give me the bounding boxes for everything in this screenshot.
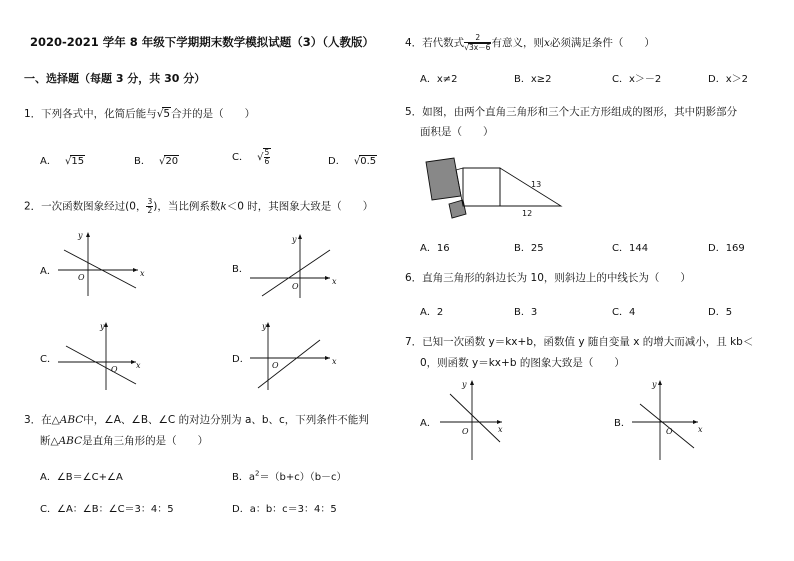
q3-text-c: A、∠B、∠C 的对边分别为 a、b、c，下列条件不能判 (113, 414, 369, 426)
q4-option-b: B．x≥2 (514, 74, 552, 85)
q1-frac-den: 6 (264, 157, 270, 166)
q3-line2-a: 断△ (40, 435, 59, 447)
q5-option-c: C．144 (612, 243, 649, 254)
q2-frac-num: 3 (147, 197, 153, 206)
q2b-x: x (332, 277, 337, 286)
q7-graph-a (438, 376, 528, 464)
q3-abc: ABC (59, 414, 84, 426)
q3-option-b (232, 468, 347, 483)
q5-figure (418, 156, 568, 220)
q7b-x: x (698, 425, 703, 434)
q5-option-b: B．25 (514, 243, 544, 254)
q5-small-square (449, 200, 466, 218)
q7-graph-b (630, 376, 720, 464)
q2-graph-c (56, 318, 156, 390)
q2d-x: x (332, 357, 337, 366)
question-5-line2: 面积是（ ） (420, 126, 494, 138)
q1-text-a: 1．下列各式中，化简后能与 (24, 108, 157, 120)
question-3-line2 (40, 433, 208, 448)
q2a-y: y (78, 231, 83, 240)
q3-optb-a: B．a (232, 472, 255, 483)
q4-frac-num: 2 (464, 34, 491, 43)
q3-optb-b: ＝（b+c）（b－c） (259, 472, 347, 483)
q7b-y: y (652, 380, 657, 389)
q3-option-a: A．∠B＝∠C+∠A (40, 472, 123, 483)
q2c-y: y (100, 322, 105, 331)
section-heading: 一、选择题（每题 3 分，共 30 分） (24, 72, 206, 85)
q2d-o: O (272, 361, 279, 370)
q2-text-c: ＜0 时，其图象大致是（ ） (226, 200, 374, 213)
q7a-y: y (462, 380, 467, 389)
q2c-x: x (136, 361, 141, 370)
q2-text-a: 2．一次函数图象经过(0， (24, 200, 147, 213)
q5-middle-square (463, 168, 500, 206)
q1-text-b: 合并的是（ ） (171, 108, 256, 120)
q1-option-c-fraction (263, 148, 272, 166)
question-7-line2: 0，则函数 y＝kx+b 的图象大致是（ ） (420, 357, 625, 369)
q6-option-c: C．4 (612, 307, 636, 318)
q2d-y: y (262, 322, 267, 331)
q4-frac-den-wrap: √3x－6 (464, 43, 491, 52)
q1-option-a-value: 15 (71, 156, 85, 167)
q2-text-b: )，当比例系数 (153, 200, 221, 213)
q7a-o: O (462, 427, 469, 436)
question-2-stem (24, 198, 373, 215)
q1-option-c-label: C． (232, 152, 244, 163)
question-6-stem: 6．直角三角形的斜边长为 10，则斜边上的中线长为（ ） (405, 272, 691, 284)
q2b-o: O (292, 282, 299, 291)
q1-frac-num: 5 (264, 148, 270, 157)
q5-label-12: 12 (522, 209, 533, 218)
q1-option-d: D． √0.5 (328, 156, 377, 167)
q2a-o: O (78, 273, 85, 282)
q4-option-c: C．x＞－2 (612, 74, 662, 85)
q1-option-b-value: 20 (165, 156, 179, 167)
q1-option-b-label: B． (134, 156, 146, 167)
q1-option-d-value: 0.5 (360, 156, 377, 167)
q1-option-d-label: D． (328, 156, 341, 167)
q6-option-a: A．2 (420, 307, 444, 318)
q3-line2-b: 是直角三角形的是（ ） (82, 435, 209, 447)
question-1-stem (24, 106, 255, 121)
question-4-stem (405, 34, 655, 52)
q6-option-b: B．3 (514, 307, 538, 318)
q3-text-a: 3．在△ (24, 414, 60, 426)
q5-label-13: 13 (531, 180, 542, 189)
q3-optb-sup: 2 (255, 469, 260, 478)
q2a-x: x (140, 269, 145, 278)
question-7-line1: 7．已知一次函数 y＝kx+b，函数值 y 随自变量 x 的增大而减小，且 kb＜ (405, 336, 754, 348)
q2-k-var: k (220, 200, 227, 213)
q2-graph-d (248, 318, 348, 390)
q2-option-b-label: B． (232, 264, 249, 275)
q7-option-a-label: A． (420, 418, 437, 429)
q5-shaded-square (426, 158, 461, 200)
q2-graph-a (56, 228, 156, 298)
q2-graph-b (248, 228, 348, 298)
q1-sqrt-sign: √ (156, 108, 164, 120)
question-3-line1 (24, 412, 369, 427)
page-title: 2020-2021 学年 8 年级下学期期末数学模拟试题（3）（人教版） (30, 35, 375, 49)
q7b-o: O (666, 427, 673, 436)
q1-option-a: A． √15 (40, 156, 85, 167)
q4-option-d: D．x＞2 (708, 74, 748, 85)
q6-option-d: D．5 (708, 307, 733, 318)
q4-text-a: 4．若代数式 (405, 37, 465, 49)
q4-option-a: A．x≠2 (420, 74, 458, 85)
q2-option-c-label: C． (40, 354, 57, 365)
q3-abc-2: ABC (58, 435, 83, 447)
question-5-line1: 5．如图，由两个直角三角形和三个大正方形组成的图形，其中阴影部分 (405, 106, 738, 118)
q3-option-c: C．∠A：∠B：∠C＝3：4：5 (40, 504, 174, 515)
q7-option-b-label: B． (614, 418, 631, 429)
q4-var: x (543, 37, 550, 49)
q7a-x: x (498, 425, 503, 434)
q5-option-d: D．169 (708, 243, 745, 254)
q5-option-a: A．16 (420, 243, 450, 254)
q4-frac-den: 3x－6 (468, 43, 491, 52)
q2c-o: O (111, 365, 118, 374)
q3-option-d: D．a：b：c＝3：4：5 (232, 504, 337, 515)
q3-text-b: 中，∠ (83, 414, 114, 426)
q4-text-b: 有意义，则 (491, 37, 544, 49)
q2b-y: y (292, 235, 297, 244)
q4-text-c: 必须满足条件（ ） (549, 37, 655, 49)
q1-radicand: 5 (163, 108, 171, 120)
q1-option-b: B． √20 (134, 156, 179, 167)
q2-frac-den: 2 (147, 206, 153, 215)
q1-option-c: C． √ $\frac{5}{6}$ (232, 148, 270, 166)
q2-option-a-label: A． (40, 266, 57, 277)
q2-option-d-label: D． (232, 354, 250, 365)
q1-option-a-label: A． (40, 156, 52, 167)
q4-fraction (464, 34, 491, 52)
